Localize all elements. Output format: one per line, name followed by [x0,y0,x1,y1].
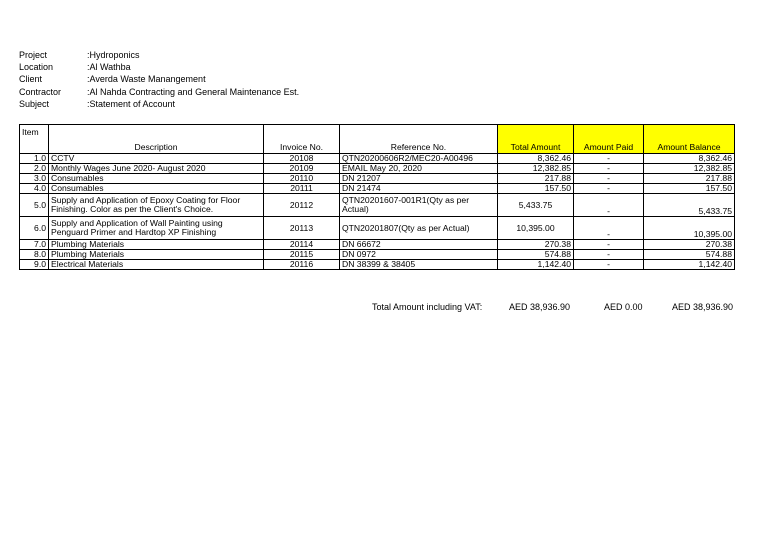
cell-description: Plumbing Materials [49,240,264,250]
cell-balance: 10,395.00 [644,217,735,240]
info-value: :Hydroponics [87,50,140,60]
cell-description: Supply and Application of Epoxy Coating for Floor Finishing. Color as per the Client's Choice. [49,194,264,217]
cell-total: 574.88 [498,250,574,260]
cell-invoice: 20111 [264,184,340,194]
table-row [20,260,735,270]
info-row-project [19,49,299,61]
info-label: Contractor [19,86,62,97]
cell-total: 157.50 [498,184,574,194]
cell-paid: - [574,164,644,174]
cell-invoice: 20110 [264,174,340,184]
cell-reference: QTN20200606R2/MEC20-A00496 [340,154,498,164]
cell-item: 8.0 [20,250,49,260]
cell-total: 1,142.40 [498,260,574,270]
cell-invoice: 20112 [264,194,340,217]
cell-reference: QTN20201807(Qty as per Actual) [340,217,498,240]
cell-reference: QTN20201607-001R1(Qty as per Actual) [340,194,498,217]
info-label: Subject [19,98,50,109]
cell-item: 1.0 [20,154,49,164]
cell-description: Electrical Materials [49,260,264,270]
info-value: :Al Wathba [87,62,131,73]
info-value: :Averda Waste Manangement [87,74,206,85]
cell-paid: - [574,240,644,250]
info-row-subject [19,98,299,110]
cell-item: 4.0 [20,184,49,194]
cell-item: 6.0 [20,217,49,240]
header-amount-paid: Amount Paid [574,125,644,154]
cell-reference: EMAIL May 20, 2020 [340,164,498,174]
cell-description: Plumbing Materials [49,250,264,260]
cell-paid: - [574,184,644,194]
cell-description: Monthly Wages June 2020- August 2020 [49,164,264,174]
info-label: Client [19,74,43,85]
cell-total: 5,433.75 [498,194,574,217]
cell-description: Consumables [49,174,264,184]
header-description: Description [49,125,264,154]
totals-amount-paid: AED 0.00 [604,302,643,312]
totals-label: Total Amount including VAT: [372,302,483,312]
cell-description: Consumables [49,184,264,194]
cell-invoice: 20116 [264,260,340,270]
table-row [20,174,735,184]
project-info [19,49,299,110]
header-reference: Reference No. [340,125,498,154]
table-row [20,250,735,260]
cell-item: 9.0 [20,260,49,270]
cell-description: CCTV [49,154,264,164]
cell-paid: - [574,194,644,217]
info-row-contractor [19,86,299,98]
info-value: :Statement of Account [87,98,176,109]
totals-row [19,302,734,314]
info-value: :Al Nahda Contracting and General Maintenance Est. [87,86,300,97]
cell-paid: - [574,250,644,260]
cell-reference: DN 21474 [340,184,498,194]
info-row-location [19,61,299,73]
cell-total: 10,395.00 [498,217,574,240]
info-row-client [19,73,299,85]
cell-invoice: 20108 [264,154,340,164]
table-row [20,184,735,194]
cell-balance: 574.88 [644,250,735,260]
cell-description: Supply and Application of Wall Painting using Penguard Primer and Hardtop XP Finishing [49,217,264,240]
header-amount-balance: Amount Balance [644,125,735,154]
table-row [20,240,735,250]
cell-invoice: 20114 [264,240,340,250]
cell-total: 217.88 [498,174,574,184]
cell-paid: - [574,174,644,184]
table-row [20,154,735,164]
statement-table [19,124,735,270]
header-invoice: Invoice No. [264,125,340,154]
cell-reference: DN 21207 [340,174,498,184]
cell-invoice: 20109 [264,164,340,174]
cell-reference: DN 66672 [340,240,498,250]
table-row [20,217,735,240]
info-label: Project [19,50,48,60]
cell-total: 8,362.46 [498,154,574,164]
cell-invoice: 20115 [264,250,340,260]
cell-item: 5.0 [20,194,49,217]
cell-item: 3.0 [20,174,49,184]
cell-reference: DN 38399 & 38405 [340,260,498,270]
cell-reference: DN 0972 [340,250,498,260]
cell-balance: 5,433.75 [644,194,735,217]
cell-balance: 157.50 [644,184,735,194]
cell-total: 270.38 [498,240,574,250]
cell-balance: 217.88 [644,174,735,184]
table-row [20,194,735,217]
cell-balance: 1,142.40 [644,260,735,270]
cell-invoice: 20113 [264,217,340,240]
cell-paid: - [574,260,644,270]
cell-paid: - [574,154,644,164]
cell-balance: 270.38 [644,240,735,250]
header-item: Item [20,125,49,154]
cell-item: 7.0 [20,240,49,250]
totals-total-amount: AED 38,936.90 [509,302,571,312]
cell-balance: 12,382.85 [644,164,735,174]
totals-amount-balance: AED 38,936.90 [672,302,734,312]
cell-item: 2.0 [20,164,49,174]
table-row [20,164,735,174]
info-label: Location [19,62,54,73]
cell-total: 12,382.85 [498,164,574,174]
cell-paid: - [574,217,644,240]
table-header-row [20,125,735,154]
header-total-amount: Total Amount [498,125,574,154]
cell-balance: 8,362.46 [644,154,735,164]
